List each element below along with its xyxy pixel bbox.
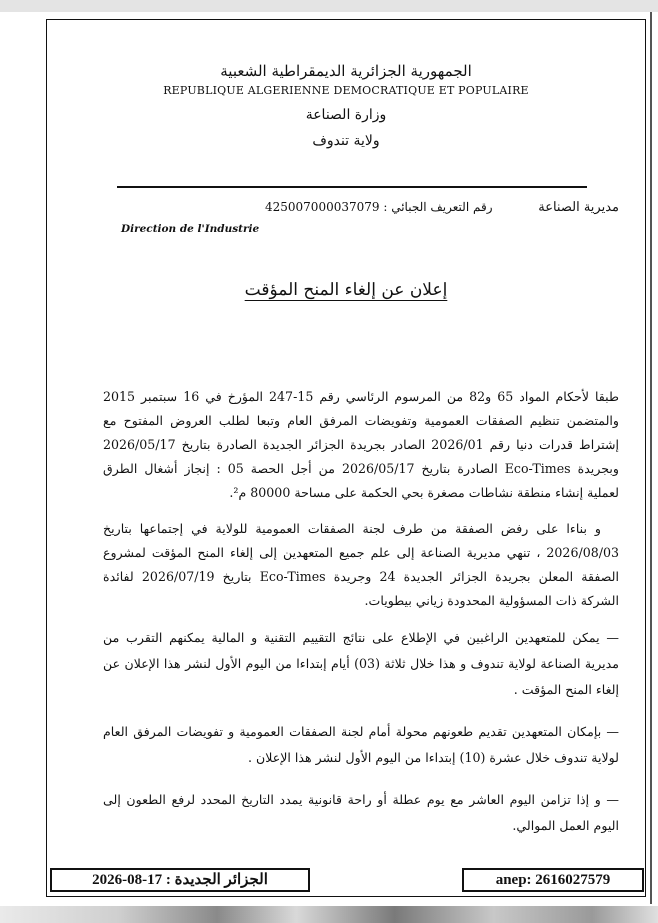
announcement-title-text: إعلان عن إلغاء المنح المؤقت [244, 280, 448, 300]
bullet-appeal-right: — بإمكان المتعهدين تقديم طعونهم محولة أمام لجنة الصفقات العمومية و تفويضات المرفق العام لولاية تندوف خلال عشرة (10) إبتداءا من اليوم الأول لنشر هذا الإعلان . [103, 724, 619, 765]
direction-row [47, 198, 645, 238]
republic-name-french: REPUBLIQUE ALGERIENNE DEMOCRATIQUE ET POPULAIRE [163, 84, 529, 97]
paragraph-legal-basis: طبقا لأحكام المواد 65 و82 من المرسوم الرئاسي رقم 15-247 المؤرخ في 16 سبتمبر 2015 والمتضمن تنظيم الصفقات العمومية وتفويضات المرفق العام وتبعا لطلب العروض المفتوح مع إشتراط قدرات دنيا رقم 2026/01 الصادر بجريدة الجزائر الجديدة الصادرة بتاريخ 2026/05/17 وبجريدة Eco-Times الصادرة بتاريخ 2026/05/17 من أجل الحصة 05 : إنجاز أشغال الطرق لعملية إنشاء منطقة نشاطات مصغرة بحي الحكمة على مساحة 80000 م². [103, 389, 619, 500]
column-rule [650, 12, 652, 904]
publication-date-box: الجزائر الجديدة : 17-08-2026 [50, 868, 310, 892]
ministry-name: وزارة الصناعة [305, 107, 387, 123]
paragraph-cancellation: و بناءا على رفض الصفقة من طرف لجنة الصفقات العمومية للولاية في إجتماعها بتاريخ 2026/08/03 ، تنهي مديرية الصناعة إلى علم جميع المتعهدين إلى إلغاء المنح المؤقت لمشروع الصفقة المعلن بجريدة الجزائر الجديدة 24 وجريدة Eco-Times بتاريخ 2026/07/19 لفائدة الشركة ذات المسؤولية المحدودة زياني بيطويات. [103, 521, 619, 608]
header-divider [117, 186, 587, 188]
direction-french: Direction de l'Industrie [121, 223, 260, 235]
announcement-body [103, 385, 619, 855]
anep-reference-box: anep: 2616027579 [462, 868, 644, 892]
document-header [47, 60, 645, 152]
announcement-title [47, 280, 645, 300]
announcement-frame [46, 19, 646, 897]
bullet-holiday-extension: — و إذا تزامن اليوم العاشر مع يوم عطلة أو راحة قانونية يمدد التاريخ المحدد لرفع الطعون إلى اليوم العمل الموالي. [103, 792, 619, 833]
scan-top-edge [0, 0, 658, 12]
scan-bottom-edge [0, 906, 658, 923]
bullet-consult-results: — يمكن للمتعهدين الراغبين في الإطلاع على نتائج التقييم التقنية و المالية يمكنهم التقرب من مديرية الصناعة لولاية تندوف و هذا خلال ثلاثة (03) أيام إبتداءا من اليوم الأول لنشر هذا الإعلان عن إلغاء المنح المؤقت . [103, 630, 619, 697]
republic-name-arabic: الجمهورية الجزائرية الديمقراطية الشعبية [220, 62, 472, 80]
wilaya-name: ولاية تندوف [312, 133, 380, 149]
tax-id-number: رقم التعريف الجبائي : 425007000037079 [265, 200, 493, 214]
direction-arabic: مديرية الصناعة [538, 200, 619, 215]
